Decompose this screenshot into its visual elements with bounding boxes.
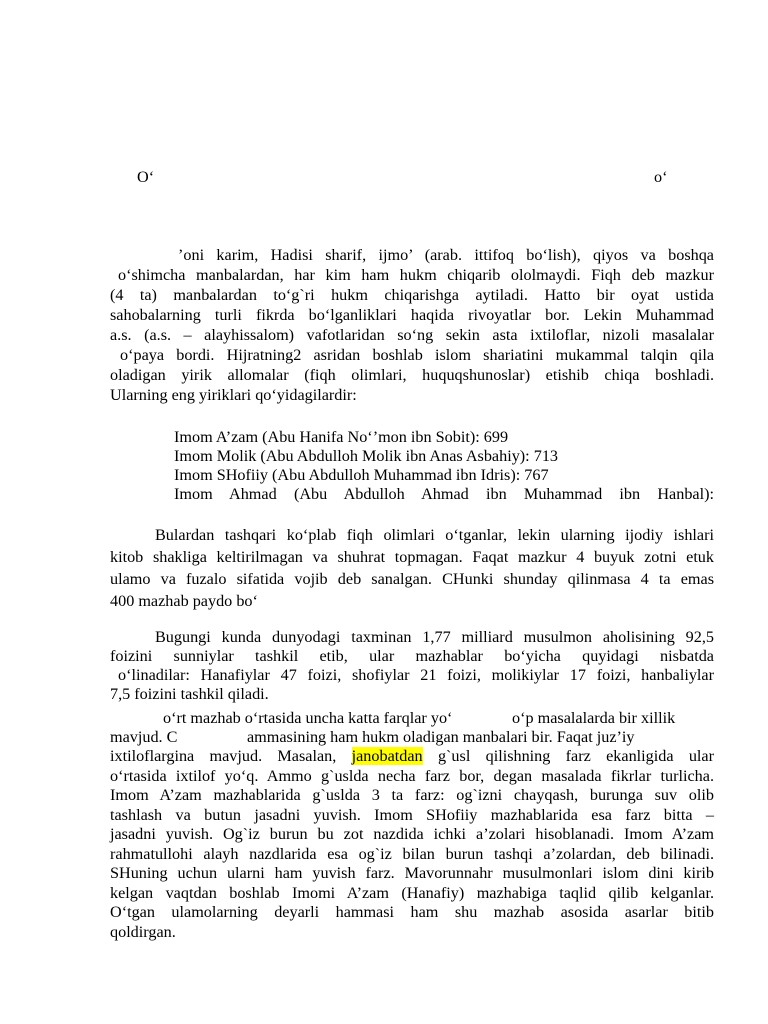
text-line: O‘tgan ulamolarning deyarli hammasi ham shu mazhab asosida asarlar bitib (110, 903, 714, 921)
heading-right-fragment: o‘ (654, 168, 668, 186)
text-line: o‘linadilar: Hanafiylar 47 foizi, shofiylar 21 foizi, molikiylar 17 foizi, hanbaliylar (118, 666, 714, 684)
text-line: foizini sunniylar tashkil etib, ular mazhablar bo‘yicha quyidagi nisbatda (110, 647, 714, 665)
text-fragment: ammasining ham hukm oladigan manbalari bir. Faqat juz’iy (247, 728, 635, 746)
text-line: tashlash va butun jasadni yuvish. Imom SHofiiy mazhablarida esa farz bitta – (110, 805, 714, 824)
paragraph-sources (110, 245, 714, 405)
text-line: sahobalarning turli fikrda bo‘lganliklari haqida rivoyatlar bor. Lekin Muhammad (110, 306, 714, 324)
text-line: a.s. (a.s. – alayhissalom) vafotlaridan so‘ng sekin asta ixtiloflar, nizoli masalalar (110, 326, 714, 344)
text-line: 7,5 foizini tashkil qiladi. (110, 685, 269, 703)
list-item: Imom Molik (Abu Abdulloh Molik ibn Anas Asbahiy): 713 (174, 447, 559, 465)
text-line: rahmatullohi alayh nazdlarida esa og`iz bilan burun tashqi a’zolardan, deb bilinadi. (110, 844, 714, 863)
text-line (110, 747, 714, 767)
text-line: Bulardan tashqari ko‘plab fiqh olimlari o‘tganlar, lekin ularning ijodiy ishlari (155, 526, 714, 544)
text-fragment: o‘p masalalarda bir xillik (512, 709, 676, 727)
text-line: qoldirgan. (110, 922, 176, 941)
text-line: jasadni yuvish. Og`iz burun bu zot nazdida ichki a’zolari hisoblanadi. Imom A’zam (110, 825, 714, 843)
text-line: ’oni karim, Hadisi sharif, ijmo’ (arab. ittifoq bo‘lish), qiyos va boshqa (178, 246, 714, 264)
imams-list (174, 428, 714, 504)
text-line: ulamo va fuzalo sifatida vojib deb sanalgan. CHunki shunday qilinmasa 4 ta emas (110, 570, 714, 588)
text-line: 400 mazhab paydo bo‘ (110, 592, 258, 610)
text-line: kitob shakliga keltirilmagan va shuhrat topmagan. Faqat mazkur 4 buyuk zotni etuk (110, 548, 714, 566)
list-item: Imom A’zam (Abu Hanifa No‘’mon ibn Sobit): 699 (174, 428, 509, 446)
text-line: oladigan yirik allomalar (fiqh olimlari, huquqshunoslar) etishib chiqa boshladi. (110, 366, 714, 384)
list-item: Imom SHofiiy (Abu Abdulloh Muhammad ibn Idris): 767 (174, 466, 549, 484)
text-fragment: ixtiloflargina mavjud. Masalan, (110, 747, 352, 765)
text-line: (4 ta) manbalardan to‘g`ri hukm chiqarishga aytiladi. Hatto bir oyat ustida (110, 286, 714, 304)
heading-left-fragment: O‘ (137, 168, 155, 186)
text-line: o‘shimcha manbalardan, har kim ham hukm chiqarib ololmaydi. Fiqh deb mazkur (118, 266, 714, 284)
paragraph-scholars (110, 524, 714, 612)
paragraph-differences (110, 747, 714, 942)
text-line: kelgan vaqtdan boshlab Imomi A’zam (Hanafiy) mazhabiga taqlid qilib kelganlar. (110, 883, 714, 902)
text-fragment: g`usl qilishning farz ekanligida ular (422, 747, 714, 765)
text-line: Bugungi kunda dunyodagi taxminan 1,77 milliard musulmon aholisining 92,5 (155, 628, 714, 646)
paragraph-statistics (110, 628, 714, 704)
text-line: SHuning uchun ularni ham yuvish farz. Mavorunnahr musulmonlari islom dini kirib (110, 864, 714, 882)
text-line: Imom A’zam mazhablarida g`uslda 3 ta farz: og`izni chayqash, burunga suv olib (110, 786, 714, 804)
text-line: o‘rtasida ixtilof yo‘q. Ammo g`uslda necha farz bor, degan masalada fikrlar turlicha. (110, 766, 714, 785)
text-fragment: mavjud. C (110, 728, 178, 746)
text-fragment: o‘rt mazhab o‘rtasida uncha katta farqlar yo‘ (163, 709, 453, 727)
text-line: o‘paya bordi. Hijratning2 asridan boshlab islom shariatini mukammal talqin qila (120, 346, 714, 364)
text-line: Ularning eng yiriklari qo‘yidagilardir: (110, 386, 357, 404)
highlighted-word: janobatdan (351, 747, 423, 765)
list-item: Imom Ahmad (Abu Abdulloh Ahmad ibn Muhammad ibn Hanbal): (174, 485, 714, 503)
